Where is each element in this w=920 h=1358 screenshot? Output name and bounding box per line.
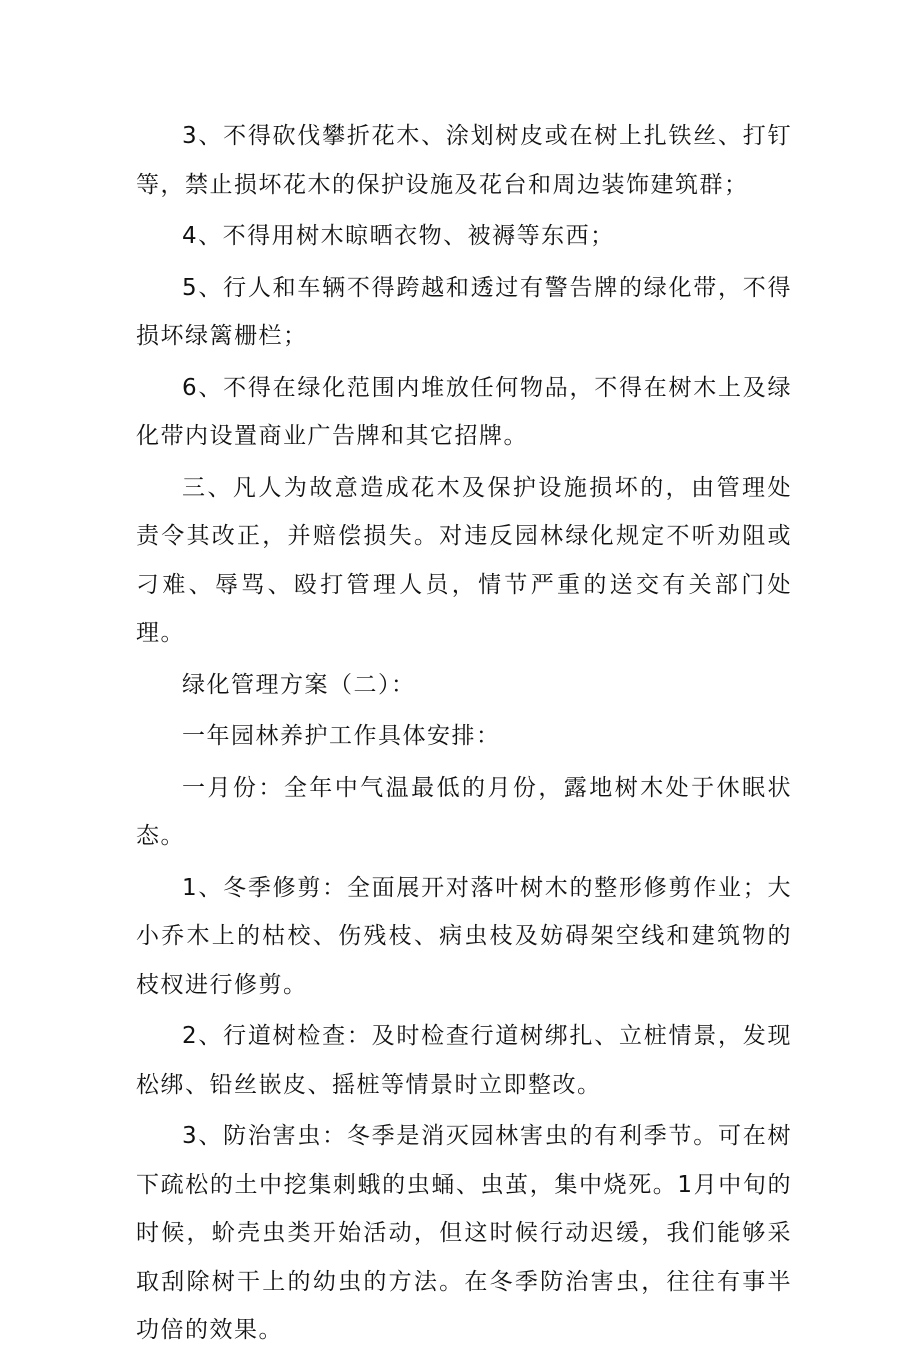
paragraph-rule-4: 4、不得用树木晾晒衣物、被褥等东西； (182, 223, 615, 249)
paragraph-january: 一月份：全年中气温最低的月份，露地树木处于休眠状态。 (136, 774, 792, 849)
document-body (136, 112, 792, 1358)
paragraph-year-schedule: 一年园林养护工作具体安排： (182, 723, 501, 749)
paragraph-section-3: 三、凡人为故意造成花木及保护设施损坏的，由管理处责令其改正，并赔偿损失。对违反园林绿化规定不听劝阻或刁难、辱骂、殴打管理人员，情节严重的送交有关部门处理。 (136, 474, 792, 646)
paragraph-street-tree-check: 2、行道树检查：及时检查行道树绑扎、立桩情景，发现松绑、铅丝嵌皮、摇桩等情景时立即整改。 (136, 1023, 792, 1098)
paragraph-rule-5: 5、行人和车辆不得跨越和透过有警告牌的绿化带，不得损坏绿篱栅栏； (136, 274, 792, 349)
paragraph-winter-pruning: 1、冬季修剪：全面展开对落叶树木的整形修剪作业；大小乔木上的枯校、伤残枝、病虫枝及妨碍架空线和建筑物的枝杈进行修剪。 (136, 874, 792, 998)
paragraph-plan-heading: 绿化管理方案（二）： (182, 671, 416, 698)
paragraph-rule-6: 6、不得在绿化范围内堆放任何物品，不得在树木上及绿化带内设置商业广告牌和其它招牌。 (136, 374, 792, 449)
paragraph-rule-3: 3、不得砍伐攀折花木、涂划树皮或在树上扎铁丝、打钉等，禁止损坏花木的保护设施及花台和周边装饰建筑群； (136, 123, 792, 198)
paragraph-pest-control: 3、防治害虫：冬季是消灭园林害虫的有利季节。可在树下疏松的土中挖集刺蛾的虫蛹、虫茧，集中烧死。1月中旬的时候，蚧壳虫类开始活动，但这时候行动迟缓，我们能够采取刮除树干上的幼虫的方法。在冬季防治害虫，往往有事半功倍的效果。 (136, 1123, 792, 1343)
